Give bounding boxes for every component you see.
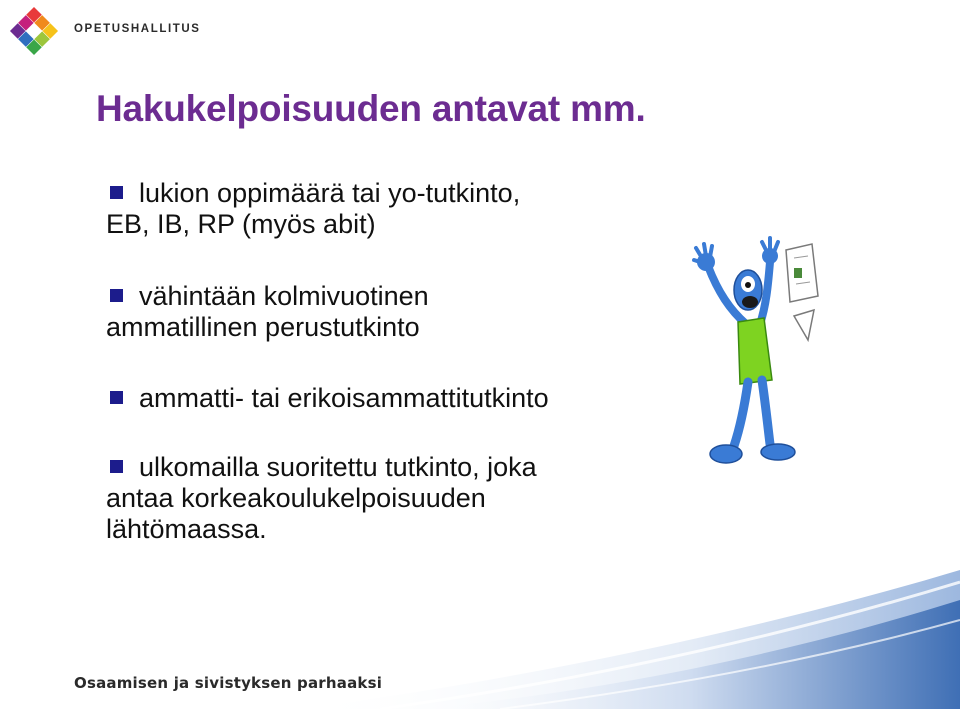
bullet-text: lukion oppimäärä tai yo-tutkinto, [139,178,521,208]
list-item [106,452,537,545]
list-item [106,383,549,414]
bullet-text: ammatti- tai erikoisammattitutkinto [139,383,549,413]
opetushallitus-logo-icon [6,4,62,58]
bullet-text: ulkomailla suoritettu tutkinto, joka [139,452,537,482]
list-item [106,178,520,240]
list-item [106,281,429,343]
organization-name: OPETUSHALLITUS [74,23,201,35]
bullet-text: lähtömaassa. [106,514,267,544]
bullet-text: antaa korkeakoulukelpoisuuden [106,483,486,513]
slide-title: Hakukelpoisuuden antavat mm. [96,88,646,129]
bullet-text: EB, IB, RP (myös abit) [106,209,376,239]
bullet-text: ammatillinen perustutkinto [106,312,420,342]
bullet-square-icon [110,186,123,199]
bullet-square-icon [110,460,123,473]
bullet-square-icon [110,289,123,302]
bullet-square-icon [110,391,123,404]
footer-slogan: Osaamisen ja sivistyksen parhaaksi [74,674,383,692]
cheering-figure-icon [690,232,830,472]
bullet-text: vähintään kolmivuotinen [139,281,429,311]
